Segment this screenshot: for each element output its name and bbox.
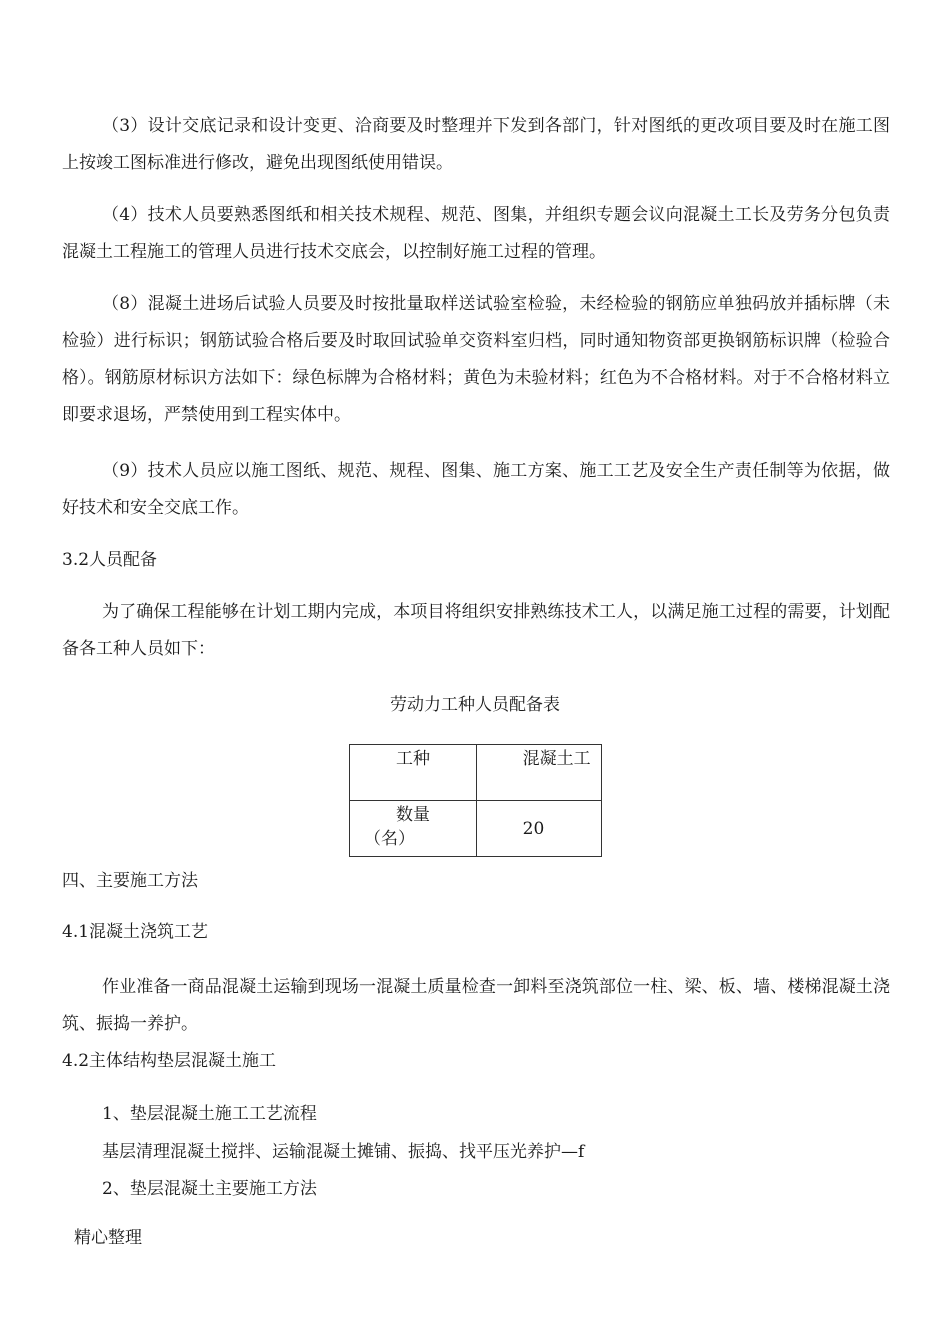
item-1-text: 基层清理混凝土搅拌、运输混凝土摊铺、振捣、找平压光养护—f (102, 1142, 585, 1162)
paragraph-9: （9）技术人员应以施工图纸、规范、规程、图集、施工方案、施工工艺及安全生产责任制等为依据，做好技术和安全交底工作。 (62, 461, 890, 518)
table-cell-row-value (476, 801, 601, 857)
item-1-title: 1、垫层混凝土施工工艺流程 (102, 1104, 317, 1124)
section-heading-4-2: 4.2主体结构垫层混凝土施工 (62, 1051, 277, 1071)
table-caption: 劳动力工种人员配备表 (390, 695, 560, 715)
item-2-title: 2、垫层混凝土主要施工方法 (102, 1179, 317, 1199)
table-cell-row-label (350, 801, 477, 857)
paragraph-8: （8）混凝土进场后试验人员要及时按批量取样送试验室检验，未经检验的钢筋应单独码放并插标牌（未检验）进行标识；钢筋试验合格后要及时取回试验单交资料室归档，同时通知物资部更换钢筋标识牌（检验合格）。钢筋原材标识方法如下：绿色标牌为合格材料；黄色为未验材料；红色为不合格材料。对于不合格材料立即要求退场，严禁使用到工程实体中。 (62, 294, 890, 425)
section-4-1-text: 作业准备一商品混凝土运输到现场一混凝土质量检查一卸料至浇筑部位一柱、梁、板、墙、楼梯混凝土浇筑、振捣一养护。 (62, 977, 890, 1034)
table-row (350, 801, 602, 857)
footer-note: 精心整理 (74, 1228, 142, 1248)
section-3-2-intro: 为了确保工程能够在计划工期内完成，本项目将组织安排熟练技术工人，以满足施工过程的需要，计划配备各工种人员如下： (62, 602, 890, 659)
cell-text: 工种 (396, 749, 430, 769)
section-heading-4: 四、主要施工方法 (62, 871, 198, 891)
table-cell-header-value (476, 745, 601, 801)
cell-text: 数量（名） (364, 805, 430, 849)
cell-text: 20 (522, 819, 545, 839)
paragraph-4: （4）技术人员要熟悉图纸和相关技术规程、规范、图集，并组织专题会议向混凝土工长及劳务分包负责混凝土工程施工的管理人员进行技术交底会，以控制好施工过程的管理。 (62, 205, 890, 262)
section-heading-3-2: 3.2人员配备 (62, 550, 158, 570)
section-heading-4-1: 4.1混凝土浇筑工艺 (62, 922, 209, 942)
staff-table (349, 744, 602, 857)
cell-text: 混凝土工 (522, 749, 591, 769)
table-cell-header-label (350, 745, 477, 801)
paragraph-3: （3）设计交底记录和设计变更、洽商要及时整理并下发到各部门，针对图纸的更改项目要及时在施工图上按竣工图标准进行修改，避免出现图纸使用错误。 (62, 116, 890, 173)
table-row (350, 745, 602, 801)
